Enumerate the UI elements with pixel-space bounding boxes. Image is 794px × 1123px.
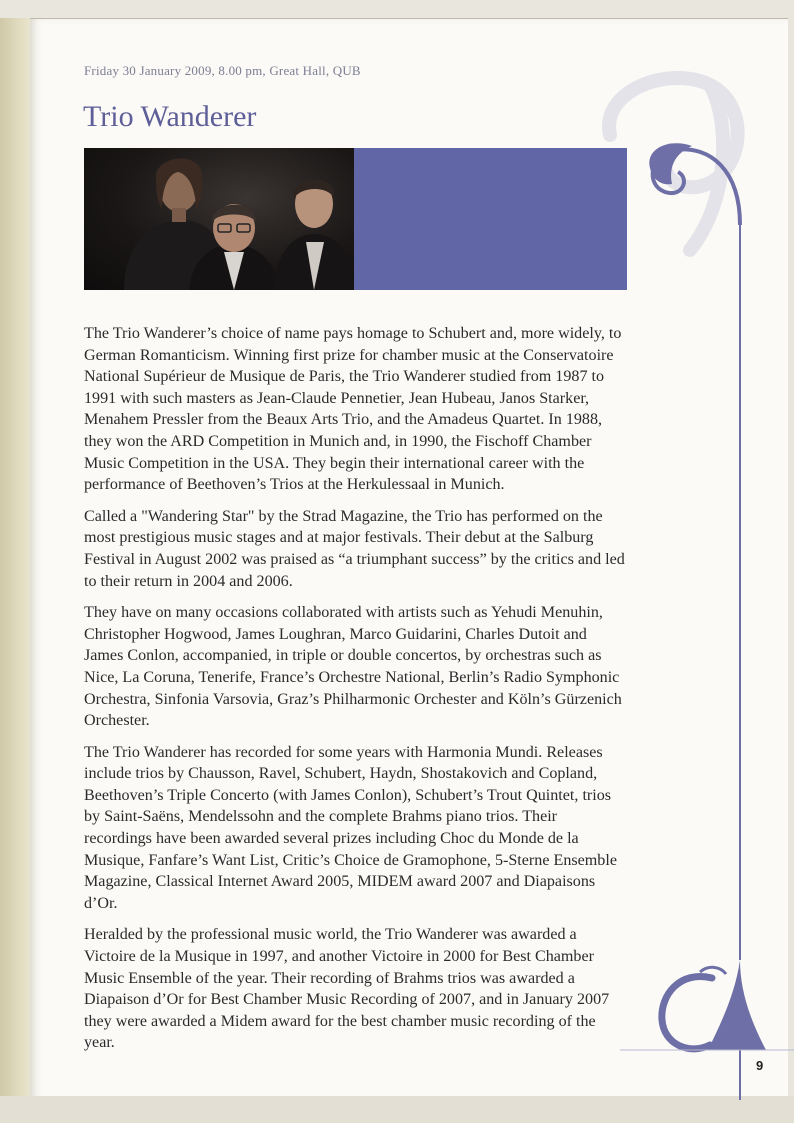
musician-right xyxy=(274,179,354,290)
paragraph-name-origin: The Trio Wanderer’s choice of name pays homage to Schubert and, more widely, to German Romanticism. Winning first prize for chamber music at the Conservatoire National Supérieur de Musique de Paris, the Trio Wanderer studied from 1987 to 1991 with such masters as Jean-Claude Pennetier, Jean Hubeau, Janos Starker, Menahem Pressler from the Beaux Arts Trio, and the Amadeus Quartet. In 1988, they won the ARD Competition in Munich and, in 1990, the Fischoff Chamber Music Competition in the USA. They begin their international career with the performance of Beethoven’s Trios at the Herkulessaal in Munich. xyxy=(84,325,622,494)
top-curl-icon xyxy=(649,143,740,960)
trio-members-illustration xyxy=(84,148,354,290)
biography-text xyxy=(84,323,626,1064)
paragraph-collaborations: They have on many occasions collaborated with artists such as Yehudi Menuhin, Christopher Hogwood, James Loughran, Marco Guidarini, Charles Dutoit and James Conlon, accompanied, in triple or double concertos, by orchestras such as Nice, La Coruna, Tenerife, France’s Orchestre National, Berlin’s Radio Symphonic Orchestra, Sinfonia Varsovia, Graz’s Philharmonic Orchester and Köln’s Gürzenich Orchester. xyxy=(84,604,622,730)
page-title: Trio Wanderer xyxy=(83,100,257,133)
paragraph-recordings: The Trio Wanderer has recorded for some years with Harmonia Mundi. Releases include trios by Chausson, Ravel, Schubert, Haydn, Shostakovich and Copland, Beethoven’s Triple Concerto (with James Conlon), Schubert’s Trout Quintet, trios by Saint-Saëns, Mendelssohn and the complete Brahms piano trios. Their recordings have been awarded several prizes including Choc du Monde de la Musique, Fanfare’s Want List, Critic’s Choice de Gramophone, 5-Sterne Ensemble Magazine, Classical Internet Award 2005, MIDEM award 2007 and Diapaisons d’Or. xyxy=(84,743,617,912)
event-date-venue: Friday 30 January 2009, 8.00 pm, Great Hall, QUB xyxy=(84,63,361,78)
paragraph-wandering-star: Called a "Wandering Star" by the Strad Magazine, the Trio has performed on the most prestigious music stages and at major festivals. Their debut at the Salburg Festival in August 2002 was praised as “a triumphant success” by the critics and led to their return in 2004 and 2006. xyxy=(84,507,625,590)
purple-color-panel xyxy=(354,148,627,290)
page-number: 9 xyxy=(756,1058,764,1073)
trio-photo xyxy=(84,148,354,290)
paragraph-awards: Heralded by the professional music world, the Trio Wanderer was awarded a Victoire de la Musique in 1997, and another Victoire in 2000 for Best Chamber Music Ensemble of the year. Their recording of Brahms trios was awarded a Diapaison d’Or for Best Chamber Music Recording of 2007, and in January 2007 they were awarded a Midem award for the best chamber music recording of the year. xyxy=(84,926,610,1052)
bottom-curl-icon xyxy=(620,960,794,1100)
page-bottom-edge xyxy=(0,1096,794,1123)
